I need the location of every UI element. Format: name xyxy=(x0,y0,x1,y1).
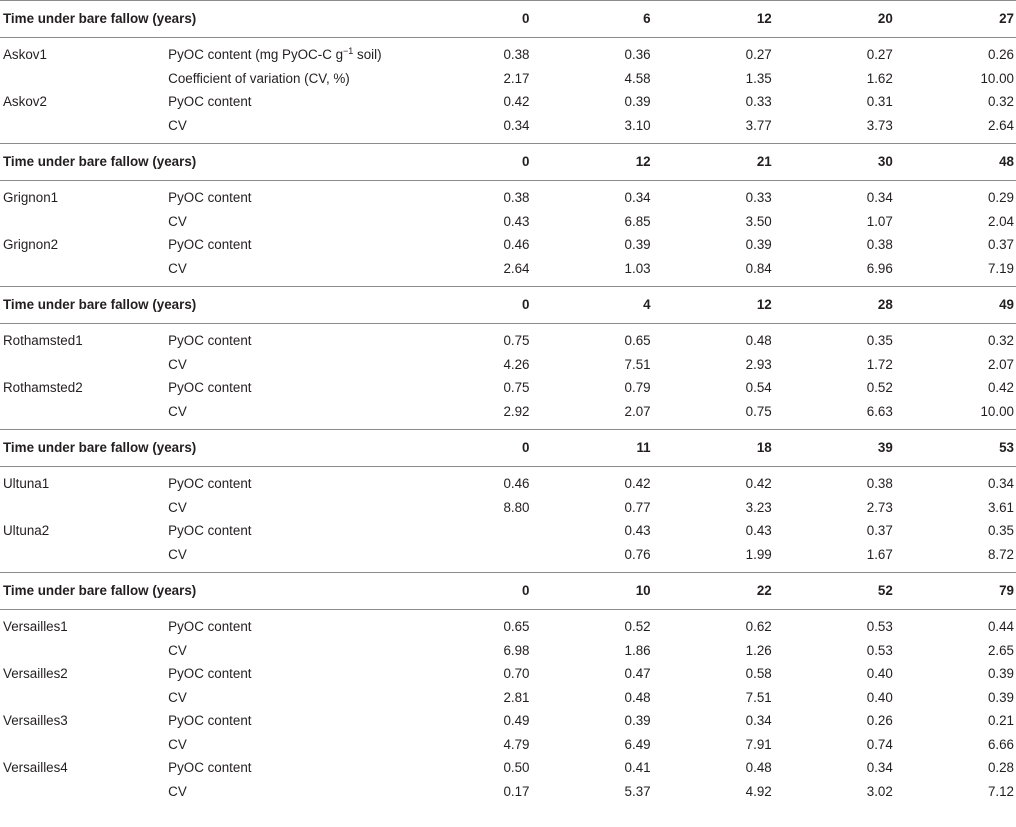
value-cell: 0.46 xyxy=(503,237,530,252)
value-cell: 2.65 xyxy=(987,642,1014,658)
site-cell: Grignon2 xyxy=(3,237,59,252)
value-cell: 0.52 xyxy=(866,380,893,395)
value-cell: 0.42 xyxy=(624,476,651,491)
table-row xyxy=(0,733,1016,757)
value-cell: 0.39 xyxy=(624,713,651,728)
unit-superscript: −1 xyxy=(343,46,354,56)
year-header-cell: 0 xyxy=(522,11,530,26)
measure-cell xyxy=(168,686,410,710)
measure-text: PyOC content (mg PyOC-C g xyxy=(168,47,344,62)
table-row xyxy=(0,709,1016,733)
value-cell: 4.26 xyxy=(503,356,530,372)
table-row xyxy=(0,615,1016,639)
measure-text: CV xyxy=(168,213,187,229)
year-header-cell: 10 xyxy=(635,583,651,598)
site-cell: Versailles3 xyxy=(3,713,68,728)
value-cell: 7.51 xyxy=(745,689,772,705)
value-cell: 0.39 xyxy=(987,666,1014,681)
year-header-cell: 0 xyxy=(522,154,530,169)
value-cell: 0.26 xyxy=(866,713,893,728)
measure-cell xyxy=(168,257,410,281)
table-row xyxy=(0,639,1016,663)
value-cell: 0.41 xyxy=(624,760,651,775)
value-cell: 0.39 xyxy=(745,237,772,252)
measure-text: CV xyxy=(168,499,187,515)
value-cell: 1.67 xyxy=(866,546,893,562)
value-cell: 0.42 xyxy=(503,94,530,109)
value-cell: 0.50 xyxy=(503,760,530,775)
measure-text: PyOC content xyxy=(168,237,252,252)
value-cell: 0.43 xyxy=(503,213,530,229)
measure-cell xyxy=(168,210,410,234)
year-header-cell: 28 xyxy=(877,297,893,312)
value-cell: 0.38 xyxy=(503,190,530,205)
value-cell: 0.39 xyxy=(987,689,1014,705)
value-cell: 0.75 xyxy=(503,380,530,395)
year-header-cell: 0 xyxy=(522,440,530,455)
value-cell: 0.34 xyxy=(987,476,1014,491)
value-cell: 10.00 xyxy=(980,70,1014,86)
value-cell: 2.93 xyxy=(745,356,772,372)
value-cell: 0.37 xyxy=(987,237,1014,252)
year-header-cell: 39 xyxy=(877,440,893,455)
table-row xyxy=(0,114,1016,138)
measure-text: CV xyxy=(168,117,187,133)
measure-text: PyOC content xyxy=(168,713,252,728)
value-cell: 0.42 xyxy=(987,380,1014,395)
year-header-cell: 12 xyxy=(635,154,651,169)
value-cell: 0.37 xyxy=(866,523,893,538)
year-header-cell: 0 xyxy=(522,583,530,598)
value-cell: 1.72 xyxy=(866,356,893,372)
measure-text: CV xyxy=(168,403,187,419)
table-row xyxy=(0,400,1016,424)
value-cell: 1.62 xyxy=(866,70,893,86)
value-cell: 0.46 xyxy=(503,476,530,491)
year-header-cell: 0 xyxy=(522,297,530,312)
header-label: Time under bare fallow (years) xyxy=(3,583,197,598)
table-row xyxy=(0,353,1016,377)
table-row xyxy=(0,186,1016,210)
value-cell: 0.38 xyxy=(866,476,893,491)
value-cell: 7.12 xyxy=(987,783,1014,799)
measure-text: CV xyxy=(168,783,187,799)
value-cell: 0.31 xyxy=(866,94,893,109)
header-label: Time under bare fallow (years) xyxy=(3,154,197,169)
year-header-cell: 52 xyxy=(877,583,893,598)
value-cell: 1.35 xyxy=(745,70,772,86)
value-cell: 4.92 xyxy=(745,783,772,799)
header-label: Time under bare fallow (years) xyxy=(3,440,197,455)
measure-cell xyxy=(168,543,410,567)
value-cell: 2.07 xyxy=(987,356,1014,372)
value-cell: 0.79 xyxy=(624,380,651,395)
value-cell: 6.66 xyxy=(987,736,1014,752)
table-row xyxy=(0,67,1016,91)
value-cell: 6.98 xyxy=(503,642,530,658)
measure-cell xyxy=(168,662,410,686)
value-cell: 4.79 xyxy=(503,736,530,752)
site-cell: Ultuna1 xyxy=(3,476,50,491)
value-cell: 10.00 xyxy=(980,403,1014,419)
measure-cell xyxy=(168,353,410,377)
site-cell xyxy=(0,257,168,281)
value-cell: 0.62 xyxy=(745,619,772,634)
year-header-cell: 4 xyxy=(643,297,651,312)
measure-unit-tail: soil) xyxy=(353,47,382,62)
value-cell: 1.99 xyxy=(745,546,772,562)
measure-text: Coefficient of variation (CV, %) xyxy=(168,70,350,86)
year-header-cell: 49 xyxy=(999,297,1014,312)
value-cell: 3.50 xyxy=(745,213,772,229)
value-cell: 0.54 xyxy=(745,380,772,395)
value-cell: 0.17 xyxy=(503,783,530,799)
measure-cell xyxy=(168,733,410,757)
year-header-cell: 11 xyxy=(636,440,651,455)
value-cell: 0.36 xyxy=(624,47,651,62)
value-cell: 0.33 xyxy=(745,94,772,109)
value-cell: 0.65 xyxy=(624,333,651,348)
year-header-cell: 48 xyxy=(999,154,1014,169)
site-cell xyxy=(0,67,168,91)
value-cell: 0.34 xyxy=(866,760,893,775)
value-cell: 6.49 xyxy=(624,736,651,752)
table-row xyxy=(0,686,1016,710)
value-cell: 3.61 xyxy=(987,499,1014,515)
year-header-cell: 30 xyxy=(877,154,893,169)
table-row xyxy=(0,662,1016,686)
value-cell: 0.27 xyxy=(866,47,893,62)
measure-text: PyOC content xyxy=(168,190,252,205)
value-cell: 8.72 xyxy=(987,546,1014,562)
value-cell: 0.34 xyxy=(624,190,651,205)
value-cell: 0.39 xyxy=(624,94,651,109)
year-header-cell: 6 xyxy=(643,11,651,26)
measure-text: PyOC content xyxy=(168,619,252,634)
value-cell: 0.29 xyxy=(987,190,1014,205)
table-row xyxy=(0,756,1016,780)
value-cell: 0.34 xyxy=(745,713,772,728)
table-row xyxy=(0,496,1016,520)
value-cell: 2.92 xyxy=(503,403,530,419)
year-header-cell: 79 xyxy=(999,583,1014,598)
measure-text: PyOC content xyxy=(168,94,252,109)
site-cell: Grignon1 xyxy=(3,190,59,205)
value-cell: 2.64 xyxy=(987,117,1014,133)
value-cell: 5.37 xyxy=(624,783,651,799)
value-cell: 0.53 xyxy=(866,619,893,634)
value-cell: 0.58 xyxy=(745,666,772,681)
value-cell: 2.81 xyxy=(503,689,530,705)
measure-text: PyOC content xyxy=(168,476,252,491)
measure-text: CV xyxy=(168,642,187,658)
measure-cell xyxy=(168,376,410,400)
value-cell: 7.19 xyxy=(987,260,1014,276)
value-cell: 3.02 xyxy=(866,783,893,799)
value-cell xyxy=(410,519,531,543)
value-cell: 0.40 xyxy=(866,689,893,705)
value-cell: 0.32 xyxy=(987,94,1014,109)
measure-text: CV xyxy=(168,260,187,276)
value-cell: 3.73 xyxy=(866,117,893,133)
value-cell: 0.70 xyxy=(503,666,530,681)
value-cell: 0.21 xyxy=(987,713,1014,728)
value-cell: 0.32 xyxy=(987,333,1014,348)
measure-text: CV xyxy=(168,546,187,562)
year-header-cell: 22 xyxy=(756,583,772,598)
value-cell: 0.65 xyxy=(503,619,530,634)
value-cell: 0.26 xyxy=(987,47,1014,62)
measure-cell xyxy=(168,615,410,639)
value-cell: 7.91 xyxy=(745,736,772,752)
table-body xyxy=(0,1,1016,810)
value-cell: 0.38 xyxy=(503,47,530,62)
value-cell: 0.75 xyxy=(745,403,772,419)
value-cell: 0.47 xyxy=(624,666,651,681)
measure-cell xyxy=(168,519,410,543)
value-cell: 3.10 xyxy=(624,117,651,133)
value-cell: 0.84 xyxy=(745,260,772,276)
value-cell: 0.40 xyxy=(866,666,893,681)
value-cell: 4.58 xyxy=(624,70,651,86)
measure-cell xyxy=(168,472,410,496)
value-cell: 7.51 xyxy=(624,356,651,372)
table-row xyxy=(0,210,1016,234)
site-cell xyxy=(0,353,168,377)
value-cell: 0.75 xyxy=(503,333,530,348)
value-cell xyxy=(410,543,531,567)
value-cell: 0.48 xyxy=(745,333,772,348)
value-cell: 6.85 xyxy=(624,213,651,229)
value-cell: 1.26 xyxy=(745,642,772,658)
section-header-row xyxy=(0,1,1016,38)
value-cell: 0.44 xyxy=(987,619,1014,634)
site-cell: Askov2 xyxy=(3,94,47,109)
value-cell: 0.49 xyxy=(503,713,530,728)
measure-cell xyxy=(168,400,410,424)
table-row xyxy=(0,780,1016,804)
measure-cell xyxy=(168,780,410,804)
value-cell: 3.23 xyxy=(745,499,772,515)
value-cell: 0.35 xyxy=(866,333,893,348)
table-row xyxy=(0,376,1016,400)
value-cell: 1.07 xyxy=(866,213,893,229)
value-cell: 2.73 xyxy=(866,499,893,515)
value-cell: 0.33 xyxy=(745,190,772,205)
value-cell: 2.64 xyxy=(503,260,530,276)
value-cell: 0.77 xyxy=(624,499,651,515)
table-row xyxy=(0,233,1016,257)
year-header-cell: 12 xyxy=(756,11,772,26)
value-cell: 2.04 xyxy=(987,213,1014,229)
value-cell: 0.43 xyxy=(624,523,651,538)
table-row xyxy=(0,519,1016,543)
table-row xyxy=(0,90,1016,114)
site-cell: Versailles2 xyxy=(3,666,68,681)
measure-text: CV xyxy=(168,736,187,752)
measure-text: PyOC content xyxy=(168,380,252,395)
site-cell: Askov1 xyxy=(3,47,47,62)
table-row xyxy=(0,257,1016,281)
table-row xyxy=(0,43,1016,67)
value-cell: 8.80 xyxy=(503,499,530,515)
measure-cell xyxy=(168,90,410,114)
measure-text: CV xyxy=(168,356,187,372)
site-cell: Rothamsted2 xyxy=(3,380,83,395)
value-cell: 0.76 xyxy=(624,546,651,562)
measure-text: PyOC content xyxy=(168,666,252,681)
year-header-cell: 18 xyxy=(756,440,772,455)
value-cell: 3.77 xyxy=(745,117,772,133)
site-cell xyxy=(0,400,168,424)
measure-cell xyxy=(168,67,410,91)
site-cell xyxy=(0,543,168,567)
table-row xyxy=(0,472,1016,496)
measure-cell xyxy=(168,756,410,780)
value-cell: 0.48 xyxy=(624,689,651,705)
site-cell: Versailles1 xyxy=(3,619,68,634)
measure-cell xyxy=(168,233,410,257)
year-header-cell: 20 xyxy=(877,11,893,26)
value-cell: 0.39 xyxy=(624,237,651,252)
measure-text: PyOC content xyxy=(168,760,252,775)
section-header-row xyxy=(0,287,1016,324)
value-cell: 6.96 xyxy=(866,260,893,276)
value-cell: 0.74 xyxy=(866,736,893,752)
year-header-cell: 53 xyxy=(999,440,1014,455)
site-cell xyxy=(0,733,168,757)
year-header-cell: 12 xyxy=(756,297,772,312)
measure-cell xyxy=(168,709,410,733)
site-cell: Versailles4 xyxy=(3,760,68,775)
section-header-row xyxy=(0,430,1016,467)
value-cell: 0.27 xyxy=(745,47,772,62)
measure-text: CV xyxy=(168,689,187,705)
value-cell: 0.34 xyxy=(503,117,530,133)
measure-cell xyxy=(168,639,410,663)
value-cell: 1.03 xyxy=(624,260,651,276)
value-cell: 0.48 xyxy=(745,760,772,775)
measure-cell xyxy=(168,329,410,353)
site-cell xyxy=(0,780,168,804)
spacer-row xyxy=(0,803,1016,809)
section-header-row xyxy=(0,144,1016,181)
site-cell: Ultuna2 xyxy=(3,523,50,538)
year-header-cell: 21 xyxy=(756,154,772,169)
value-cell: 0.52 xyxy=(624,619,651,634)
section-header-row xyxy=(0,573,1016,610)
site-cell xyxy=(0,686,168,710)
measure-text: PyOC content xyxy=(168,523,252,538)
header-label: Time under bare fallow (years) xyxy=(3,297,197,312)
value-cell: 1.86 xyxy=(624,642,651,658)
value-cell: 2.17 xyxy=(503,70,530,86)
site-cell xyxy=(0,210,168,234)
measure-cell xyxy=(168,496,410,520)
value-cell: 0.35 xyxy=(987,523,1014,538)
header-label: Time under bare fallow (years) xyxy=(3,11,197,26)
value-cell: 0.53 xyxy=(866,642,893,658)
value-cell: 0.34 xyxy=(866,190,893,205)
table-row xyxy=(0,329,1016,353)
table-row xyxy=(0,543,1016,567)
value-cell: 0.42 xyxy=(745,476,772,491)
site-cell xyxy=(0,639,168,663)
value-cell: 0.43 xyxy=(745,523,772,538)
value-cell: 0.28 xyxy=(987,760,1014,775)
measure-cell xyxy=(168,186,410,210)
measure-cell xyxy=(168,43,410,67)
value-cell: 6.63 xyxy=(866,403,893,419)
measure-cell xyxy=(168,114,410,138)
site-cell xyxy=(0,496,168,520)
year-header-cell: 27 xyxy=(999,11,1014,26)
site-cell xyxy=(0,114,168,138)
measure-text: PyOC content xyxy=(168,333,252,348)
value-cell: 0.38 xyxy=(866,237,893,252)
site-cell: Rothamsted1 xyxy=(3,333,83,348)
value-cell: 2.07 xyxy=(624,403,651,419)
